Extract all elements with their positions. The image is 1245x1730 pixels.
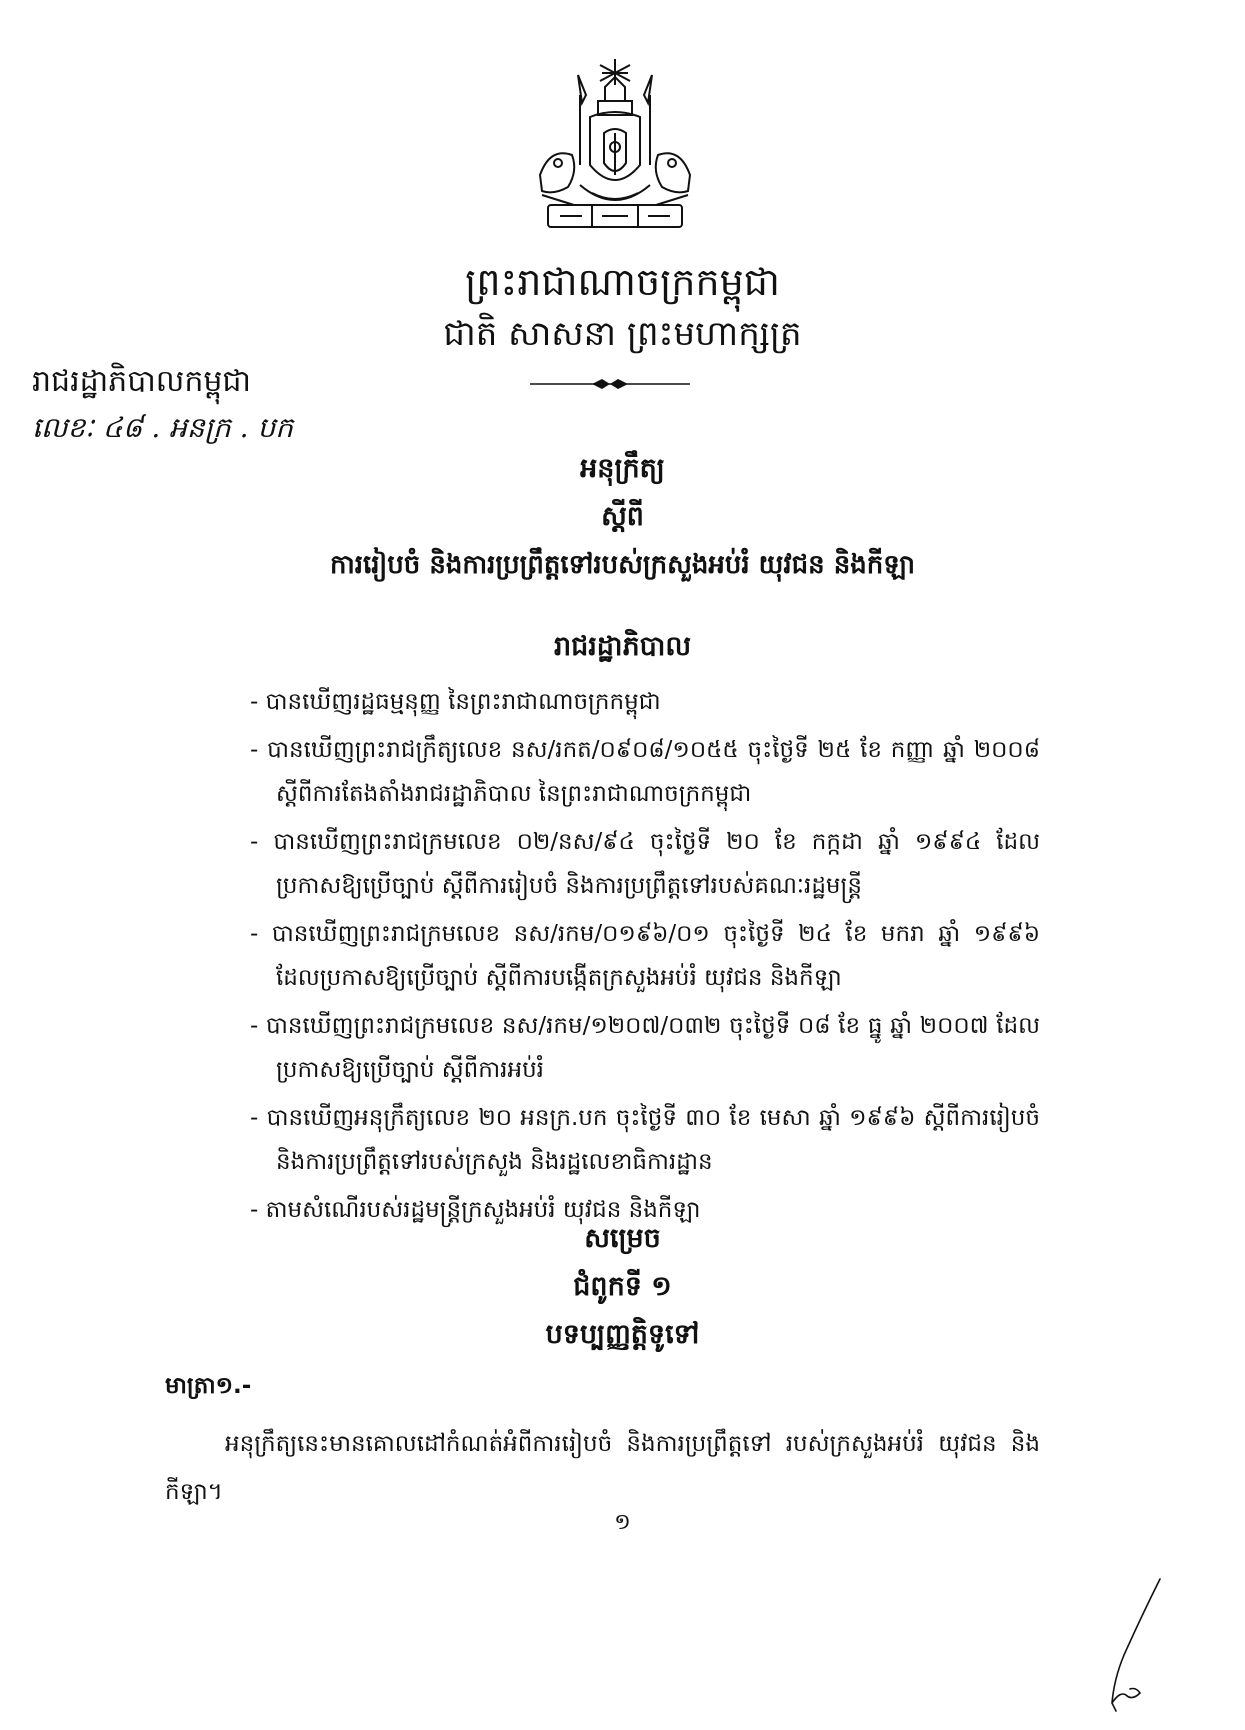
preamble-heading: រាជរដ្ឋាភិបាល xyxy=(553,631,692,662)
document-type: អនុក្រឹត្យ xyxy=(580,453,665,484)
document-about: ស្តីពី xyxy=(601,501,644,532)
document-subject: ការរៀបចំ និងការប្រព្រឹត្តទៅរបស់ក្រសួងអប់រំ យុវជន និងកីឡា xyxy=(330,550,915,580)
chapter-number: ជំពូកទី ១ xyxy=(573,1271,672,1302)
signature-icon xyxy=(1090,1575,1180,1715)
preamble-item: - បានឃើញព្រះរាជក្រមលេខ នស/រកម/០១៩៦/០១ ចុះថ្ងៃទី ២៤ ខែ មករា ឆ្នាំ ១៩៩៦ ដែលប្រកាសឱ្យប្រើច្បាប់ ស្តីពីការបង្កើតក្រសួងអប់រំ យុវជន និងកីឡា xyxy=(250,921,1040,991)
preamble-item: - បានឃើញព្រះរាជក្រមលេខ ០២/នស/៩៤ ចុះថ្ងៃទី ២០ ខែ កក្កដា ឆ្នាំ ១៩៩៤ ដែលប្រកាសឱ្យប្រើច្បាប់ ស្តីពីការរៀបចំ និងការប្រព្រឹត្តទៅរបស់គណៈរដ្ឋមន្ត្រី xyxy=(250,829,1040,899)
article-heading: មាត្រា១.- xyxy=(165,1373,252,1399)
decision-heading: សម្រេច xyxy=(584,1223,661,1254)
preamble-item: - បានឃើញព្រះរាជក្រឹត្យលេខ នស/រកត/០៩០៨/១០៥៥ ចុះថ្ងៃទី ២៥ ខែ កញ្ញា ឆ្នាំ ២០០៨ ស្តីពីការតែងតាំងរាជរដ្ឋាភិបាល នៃព្រះរាជាណាចក្រកម្ពុជា xyxy=(250,737,1040,807)
issuing-government: រាជរដ្ឋាភិបាលកម្ពុជា xyxy=(32,364,251,399)
royal-arms-icon xyxy=(520,55,710,245)
article-body: អនុក្រឹត្យនេះមានគោលដៅកំណត់អំពីការរៀបចំ និងការប្រព្រឹត្តទៅ របស់ក្រសួងអប់រំ យុវជន និងកីឡា។ xyxy=(165,1431,1040,1505)
preamble-item: - តាមសំណើរបស់រដ្ឋមន្ត្រីក្រសួងអប់រំ យុវជន និងកីឡា xyxy=(250,1197,701,1223)
divider-ornament xyxy=(530,378,690,390)
preamble-item: - បានឃើញរដ្ឋធម្មនុញ្ញ នៃព្រះរាជាណាចក្រកម្ពុជា xyxy=(250,689,661,715)
page-number: ១ xyxy=(614,1510,631,1535)
preamble-item: - បានឃើញព្រះរាជក្រមលេខ នស/រកម/១២០៧/០៣២ ចុះថ្ងៃទី ០៨ ខែ ធ្នូ ឆ្នាំ ២០០៧ ដែលប្រកាសឱ្យប្រើច្បាប់ ស្តីពីការអប់រំ xyxy=(250,1013,1040,1083)
chapter-title: បទប្បញ្ញត្តិទូទៅ xyxy=(545,1319,700,1350)
preamble-item: - បានឃើញអនុក្រឹត្យលេខ ២០ អនក្រ.បក ចុះថ្ងៃទី ៣០ ខែ មេសា ឆ្នាំ ១៩៩៦ ស្តីពីការរៀបចំ និងការប្រព្រឹត្តទៅរបស់ក្រសួង និងរដ្ឋលេខាធិការដ្ឋាន xyxy=(250,1105,1040,1175)
national-motto: ជាតិ សាសនា ព្រះមហាក្សត្រ xyxy=(443,314,802,354)
reference-number: លេខៈ ៤៨ . អនក្រ . បក xyxy=(32,411,294,444)
kingdom-name: ព្រះរាជាណាចក្រកម្ពុជា xyxy=(465,260,780,304)
preamble-list xyxy=(250,680,1040,1236)
